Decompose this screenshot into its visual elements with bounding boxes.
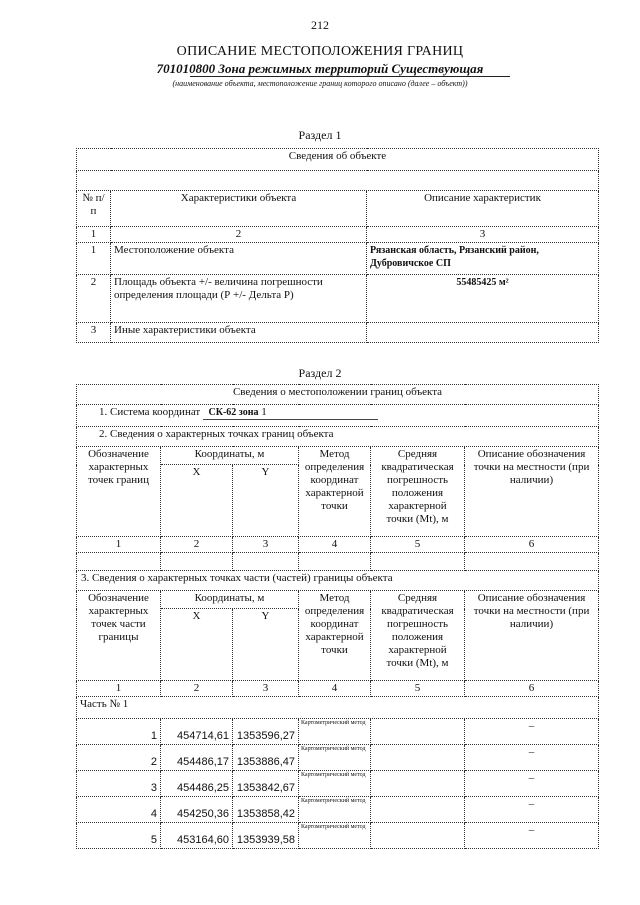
index-cell: 4: [299, 681, 371, 697]
document-subtitle: 701010800 Зона режимных территорий Существующая: [156, 61, 484, 76]
row-num: 1: [77, 243, 111, 275]
table-row: [77, 745, 599, 771]
index-cell: 6: [465, 681, 599, 697]
index-cell: 5: [371, 537, 465, 553]
empty-row: [77, 171, 599, 191]
point-method: Картометрический метод: [299, 823, 371, 849]
header-accuracy: Средняя квадратическая погрешность положения характерной точки (Мt), м: [371, 447, 465, 537]
index-cell: 2: [161, 537, 233, 553]
index-cell: 2: [161, 681, 233, 697]
subtitle-underline: [190, 76, 510, 77]
point-description: –: [465, 771, 599, 797]
point-number: 5: [77, 823, 161, 849]
point-y: 1353596,27: [233, 719, 299, 745]
point-method: Картометрический метод: [299, 719, 371, 745]
index-cell: 3: [367, 227, 599, 243]
table-row: [77, 797, 599, 823]
point-x: 454486,17: [161, 745, 233, 771]
row-description: 55485425 м²: [367, 275, 599, 323]
header-designation-part: Обозначение характерных точек части границы: [77, 591, 161, 681]
point-method: Картометрический метод: [299, 745, 371, 771]
header-coords: Координаты, м: [161, 447, 299, 465]
object-info-table: [76, 148, 599, 343]
header-num: № п/п: [77, 191, 111, 227]
table-row: [77, 771, 599, 797]
header-coords: Координаты, м: [161, 591, 299, 609]
header-description: Описание обозначения точки на местности (при наличии): [465, 591, 599, 681]
point-description: –: [465, 745, 599, 771]
table-row: [77, 823, 599, 849]
index-cell: 2: [111, 227, 367, 243]
point-number: 2: [77, 745, 161, 771]
index-cell: 3: [233, 537, 299, 553]
point-x: 454250,36: [161, 797, 233, 823]
header-x: X: [161, 465, 233, 537]
point-y: 1353858,42: [233, 797, 299, 823]
point-accuracy: [371, 719, 465, 745]
row-characteristic: Местоположение объекта: [111, 243, 367, 275]
subtitle-note: (наименование объекта, местоположение границ которого описано (далее – объект)): [172, 79, 468, 88]
point-method: Картометрический метод: [299, 797, 371, 823]
table-row: [77, 719, 599, 745]
header-accuracy: Средняя квадратическая погрешность положения характерной точки (Мt), м: [371, 591, 465, 681]
section2-label: Раздел 2: [298, 366, 342, 380]
point-number: 1: [77, 719, 161, 745]
table-row: [77, 243, 599, 275]
point-accuracy: [371, 823, 465, 849]
point-x: 454714,61: [161, 719, 233, 745]
row-num: 2: [77, 275, 111, 323]
point-x: 454486,25: [161, 771, 233, 797]
point-method: Картометрический метод: [299, 771, 371, 797]
point-y: 1353886,47: [233, 745, 299, 771]
section1-label: Раздел 1: [298, 128, 342, 142]
part-label: Часть № 1: [77, 697, 599, 719]
row-description: [367, 323, 599, 343]
row-description: Рязанская область, Рязанский район, Дубровичское СП: [367, 243, 599, 275]
page-number: 212: [311, 18, 329, 32]
table-row: [77, 275, 599, 323]
index-cell: 6: [465, 537, 599, 553]
table-title: Сведения о местоположении границ объекта: [77, 385, 599, 405]
header-y: Y: [233, 609, 299, 681]
index-cell: 5: [371, 681, 465, 697]
index-cell: 1: [77, 681, 161, 697]
document-title: ОПИСАНИЕ МЕСТОПОЛОЖЕНИЯ ГРАНИЦ: [176, 44, 464, 59]
row-num: 3: [77, 323, 111, 343]
empty-row: [77, 553, 599, 571]
header-description: Описание характеристик: [367, 191, 599, 227]
index-cell: 1: [77, 537, 161, 553]
boundary-table: [76, 384, 599, 849]
coord-system-value: СК-62 зона: [208, 407, 259, 418]
point-accuracy: [371, 745, 465, 771]
point-accuracy: [371, 771, 465, 797]
point-y: 1353842,67: [233, 771, 299, 797]
table-row: [77, 323, 599, 343]
row-characteristic: Площадь объекта +/- величина погрешности определения площади (Р +/- Дельта Р): [111, 275, 367, 323]
coord-system-label: 1. Система координат: [99, 406, 201, 418]
part-title: 3. Сведения о характерных точках части (частей) границы объекта: [77, 571, 599, 591]
point-accuracy: [371, 797, 465, 823]
index-cell: 3: [233, 681, 299, 697]
index-cell: 4: [299, 537, 371, 553]
point-x: 453164,60: [161, 823, 233, 849]
points-title: 2. Сведения о характерных точках границ объекта: [77, 427, 599, 447]
point-description: –: [465, 823, 599, 849]
point-y: 1353939,58: [233, 823, 299, 849]
coord-system-row: [77, 405, 599, 427]
header-method: Метод определения координат характерной точки: [299, 591, 371, 681]
point-description: –: [465, 719, 599, 745]
header-method: Метод определения координат характерной точки: [299, 447, 371, 537]
header-x: X: [161, 609, 233, 681]
header-designation: Обозначение характерных точек границ: [77, 447, 161, 537]
header-description: Описание обозначения точки на местности (при наличии): [465, 447, 599, 537]
coord-system-zone: 1: [261, 406, 267, 418]
index-cell: 1: [77, 227, 111, 243]
header-characteristics: Характеристики объекта: [111, 191, 367, 227]
point-description: –: [465, 797, 599, 823]
row-characteristic: Иные характеристики объекта: [111, 323, 367, 343]
table-title: Сведения об объекте: [77, 149, 599, 171]
header-y: Y: [233, 465, 299, 537]
point-number: 4: [77, 797, 161, 823]
point-number: 3: [77, 771, 161, 797]
